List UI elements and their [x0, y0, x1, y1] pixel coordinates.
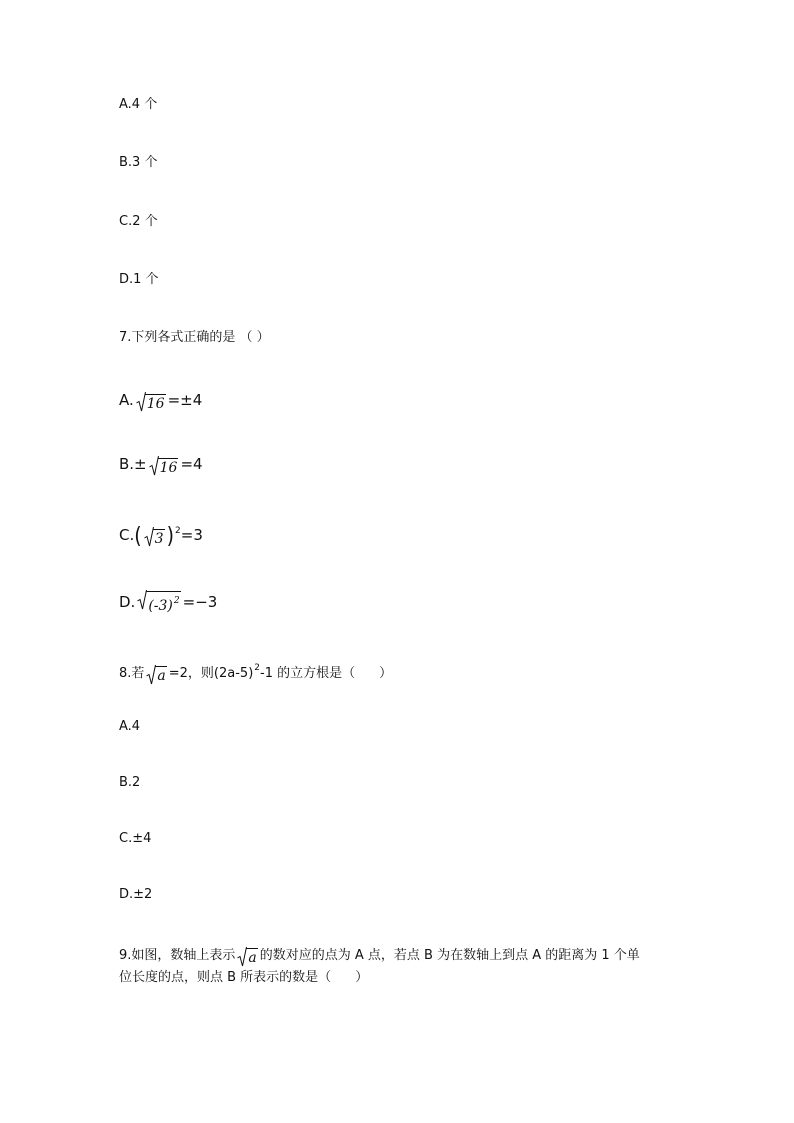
radicand: a	[157, 668, 166, 684]
q8-option-c: C.±4	[119, 831, 152, 846]
q7-option-a	[119, 390, 202, 413]
stem-suffix: -1 的立方根是（	[260, 666, 356, 681]
radical-sign-icon	[237, 946, 247, 968]
sqrt-expression	[136, 393, 166, 413]
q6-option-c: C.2 个	[119, 214, 158, 229]
q8-option-a: A.4	[119, 719, 141, 734]
option-prefix: A.	[119, 391, 134, 409]
option-prefix: D.	[119, 593, 136, 611]
stem-middle: =2，则(2a-5)	[168, 666, 254, 681]
q7-option-b	[119, 454, 203, 477]
stem-close: ）	[379, 666, 393, 681]
stem-prefix: 8.若	[119, 666, 145, 681]
right-paren: )	[166, 523, 175, 549]
stem-close: ）	[355, 970, 369, 985]
q8-option-d: D.±2	[119, 887, 153, 902]
stem-rest: 的数对应的点为 A 点，若点 B 为在数轴上到点 A 的距离为 1 个单	[259, 948, 640, 963]
option-rest: =−3	[182, 593, 218, 611]
exponent: 2	[254, 663, 261, 673]
radicand: (-3)	[148, 598, 173, 614]
radicand-group	[146, 591, 180, 614]
exponent: 2	[175, 526, 181, 536]
option-rest: =4	[180, 455, 203, 473]
radicand: 16	[146, 396, 165, 412]
sqrt-expression	[137, 591, 180, 615]
q6-option-d: D.1 个	[119, 272, 159, 287]
q7-stem: 7.下列各式正确的是 （ ）	[119, 330, 270, 345]
radical-sign-icon	[144, 526, 154, 548]
q8-stem	[119, 658, 392, 687]
radical-sign-icon	[149, 455, 159, 477]
option-prefix: B.±	[119, 455, 147, 473]
radical-sign-icon	[137, 589, 147, 611]
option-rest: =±4	[167, 391, 203, 409]
q9-stem-line2	[119, 968, 368, 988]
sqrt-expression	[149, 457, 179, 477]
stem-text: 位长度的点，则点 B 所表示的数是（	[119, 970, 332, 985]
radical-sign-icon	[136, 391, 146, 413]
exponent: 2	[173, 596, 180, 606]
sqrt-expression	[146, 666, 166, 687]
option-prefix: C.	[119, 526, 135, 544]
left-paren: (	[134, 523, 142, 549]
sqrt-expression	[144, 528, 165, 548]
q9-stem-line1	[119, 946, 640, 969]
option-rest: =3	[180, 526, 203, 544]
q6-option-b: B.3 个	[119, 155, 158, 170]
sqrt-expression	[237, 948, 257, 969]
radicand: 3	[154, 531, 164, 547]
radical-sign-icon	[146, 664, 156, 686]
q7-option-d	[119, 591, 217, 615]
stem-prefix: 9.如图，数轴上表示	[119, 948, 236, 963]
radicand: 16	[159, 460, 178, 476]
radicand: a	[248, 950, 257, 966]
q8-option-b: B.2	[119, 775, 141, 790]
q7-option-c	[119, 521, 203, 548]
q6-option-a: A.4 个	[119, 97, 158, 112]
